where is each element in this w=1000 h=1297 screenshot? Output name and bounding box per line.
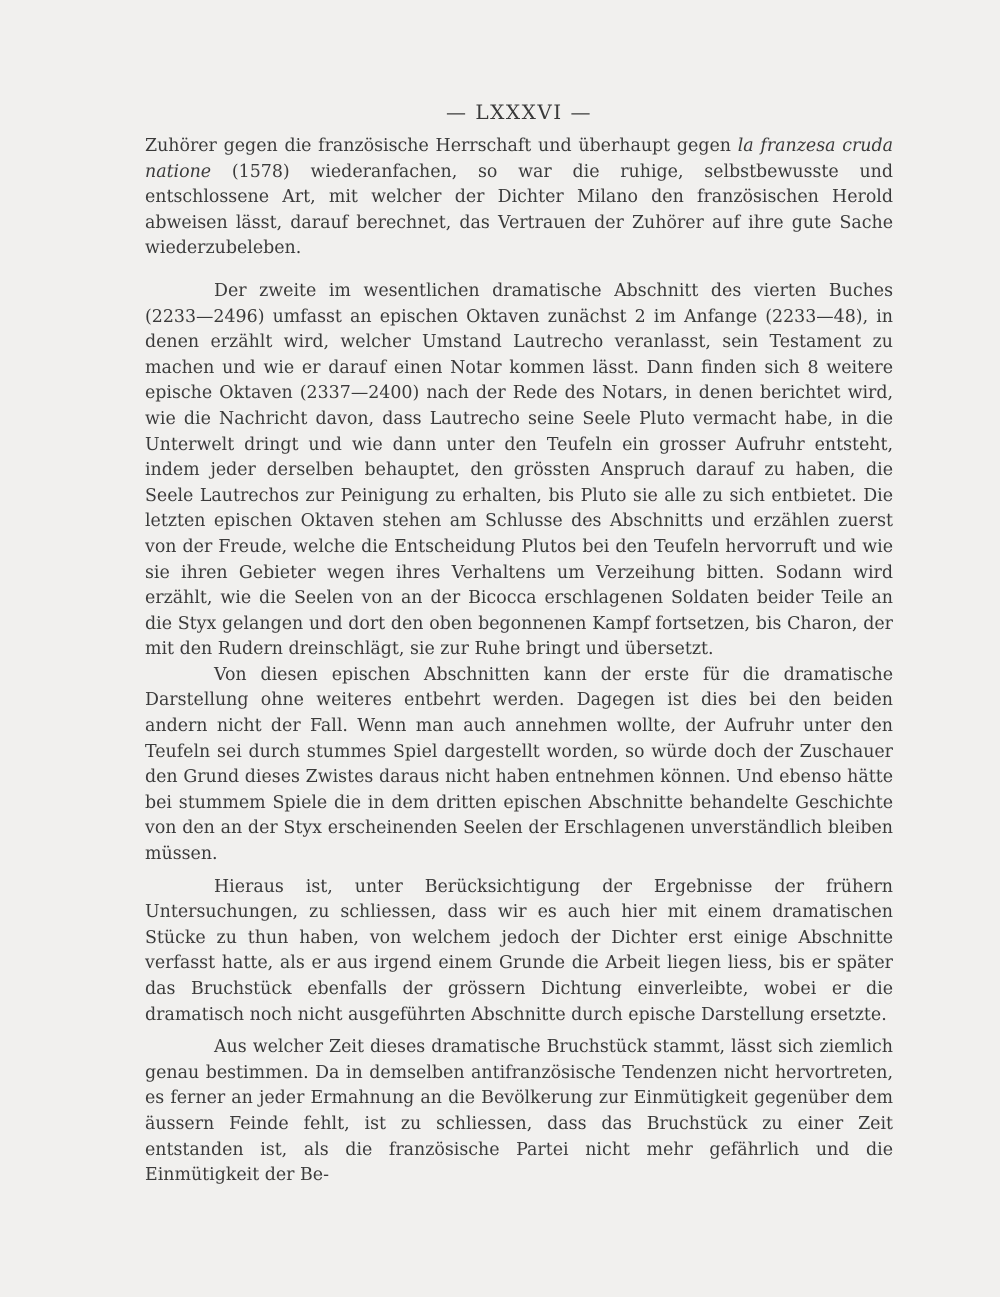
paragraph-1-text-end: (1578) wiederanfachen, so war die ruhige, selbstbewusste und entschlossene Art, mit welcher der Dichter Milano den französischen Herold abweisen lässt, darauf berechnet, das Vertrauen der Zuhörer auf ihre gute Sache wiederzubeleben. xyxy=(145,161,893,259)
paragraph-5: Aus welcher Zeit dieses dramatische Bruchstück stammt, lässt sich ziemlich genau bestimmen. Da in demselben antifranzösische Tendenzen nicht hervortreten, es ferner an jeder Ermahnung an die Bevölkerung zur Einmütigkeit gegenüber dem äussern Feinde fehlt, ist zu schliessen, dass das Bruchstück zu einer Zeit entstanden ist, als die französische Partei nicht mehr gefährlich und die Einmütigkeit der Be- xyxy=(145,1037,893,1186)
document-page xyxy=(145,96,893,1189)
paragraph-3: Von diesen epischen Abschnitten kann der erste für die dramatische Darstellung ohne weiteres entbehrt werden. Dagegen ist dies bei den beiden andern nicht der Fall. Wenn man auch annehmen wollte, der Aufruhr unter den Teufeln sei durch stummes Spiel dargestellt worden, so würde doch der Zuschauer den Grund dieses Zwistes daraus nicht haben entnehmen können. Und ebenso hätte bei stummem Spiele die in dem dritten epischen Abschnitte behandelte Geschichte von den an der Styx erscheinenden Seelen der Erschlagenen unverständlich bleiben müssen. xyxy=(145,664,893,865)
paragraph-1-italic-phrase: la franzesa cruda natione xyxy=(145,136,894,182)
paragraph-4: Hieraus ist, unter Berücksichtigung der Ergebnisse der frühern Untersuchungen, zu schliessen, dass wir es auch hier mit einem dramatischen Stücke zu thun haben, von welchem jedoch der Dichter erst einige Abschnitte verfasst hatte, als er aus irgend einem Grunde die Arbeit liegen liess, bis er später das Bruchstück ebenfalls der grössern Dichtung einverleibte, wobei er die dramatisch noch nicht ausgeführten Abschnitte durch epische Darstellung ersetzte. xyxy=(145,876,893,1025)
page-header: — LXXXVI — xyxy=(445,100,593,124)
paragraph-1-text-start: Zuhörer gegen die französische Herrschaft und überhaupt gegen xyxy=(145,136,738,156)
paragraph-2: Der zweite im wesentlichen dramatische Abschnitt des vierten Buches (2233—2496) umfasst an epischen Oktaven zunächst 2 im Anfange (2233—48), in denen erzählt wird, welcher Umstand Lautrecho veranlasst, sein Testament zu machen und wie er darauf einen Notar kommen lässt. Dann finden sich 8 weitere epische Oktaven (2337—2400) nach der Rede des Notars, in denen berichtet wird, wie die Nachricht davon, dass Lautrecho seine Seele Pluto vermacht habe, in die Unterwelt dringt und wie dann unter den Teufeln ein grosser Aufruhr entsteht, indem jeder derselben behauptet, den grössten Anspruch darauf zu haben, die Seele Lautrechos zur Peinigung zu erhalten, bis Pluto sie alle zu sich entbietet. Die letzten epischen Oktaven stehen am Schlusse des Abschnitts und erzählen zuerst von der Freude, welche die Entscheidung Plutos bei den Teufeln hervorruft und wie sie ihren Gebieter wegen ihres Verhaltens um Verzeihung bitten. Sodann wird erzählt, wie die Seelen von an der Bicocca erschlagenen Soldaten beider Teile an die Styx gelangen und dort den oben begonnenen Kampf fortsetzen, bis Charon, der mit den Rudern dreinschlägt, sie zur Ruhe bringt und übersetzt. xyxy=(145,280,893,660)
paragraph-1 xyxy=(145,134,893,262)
